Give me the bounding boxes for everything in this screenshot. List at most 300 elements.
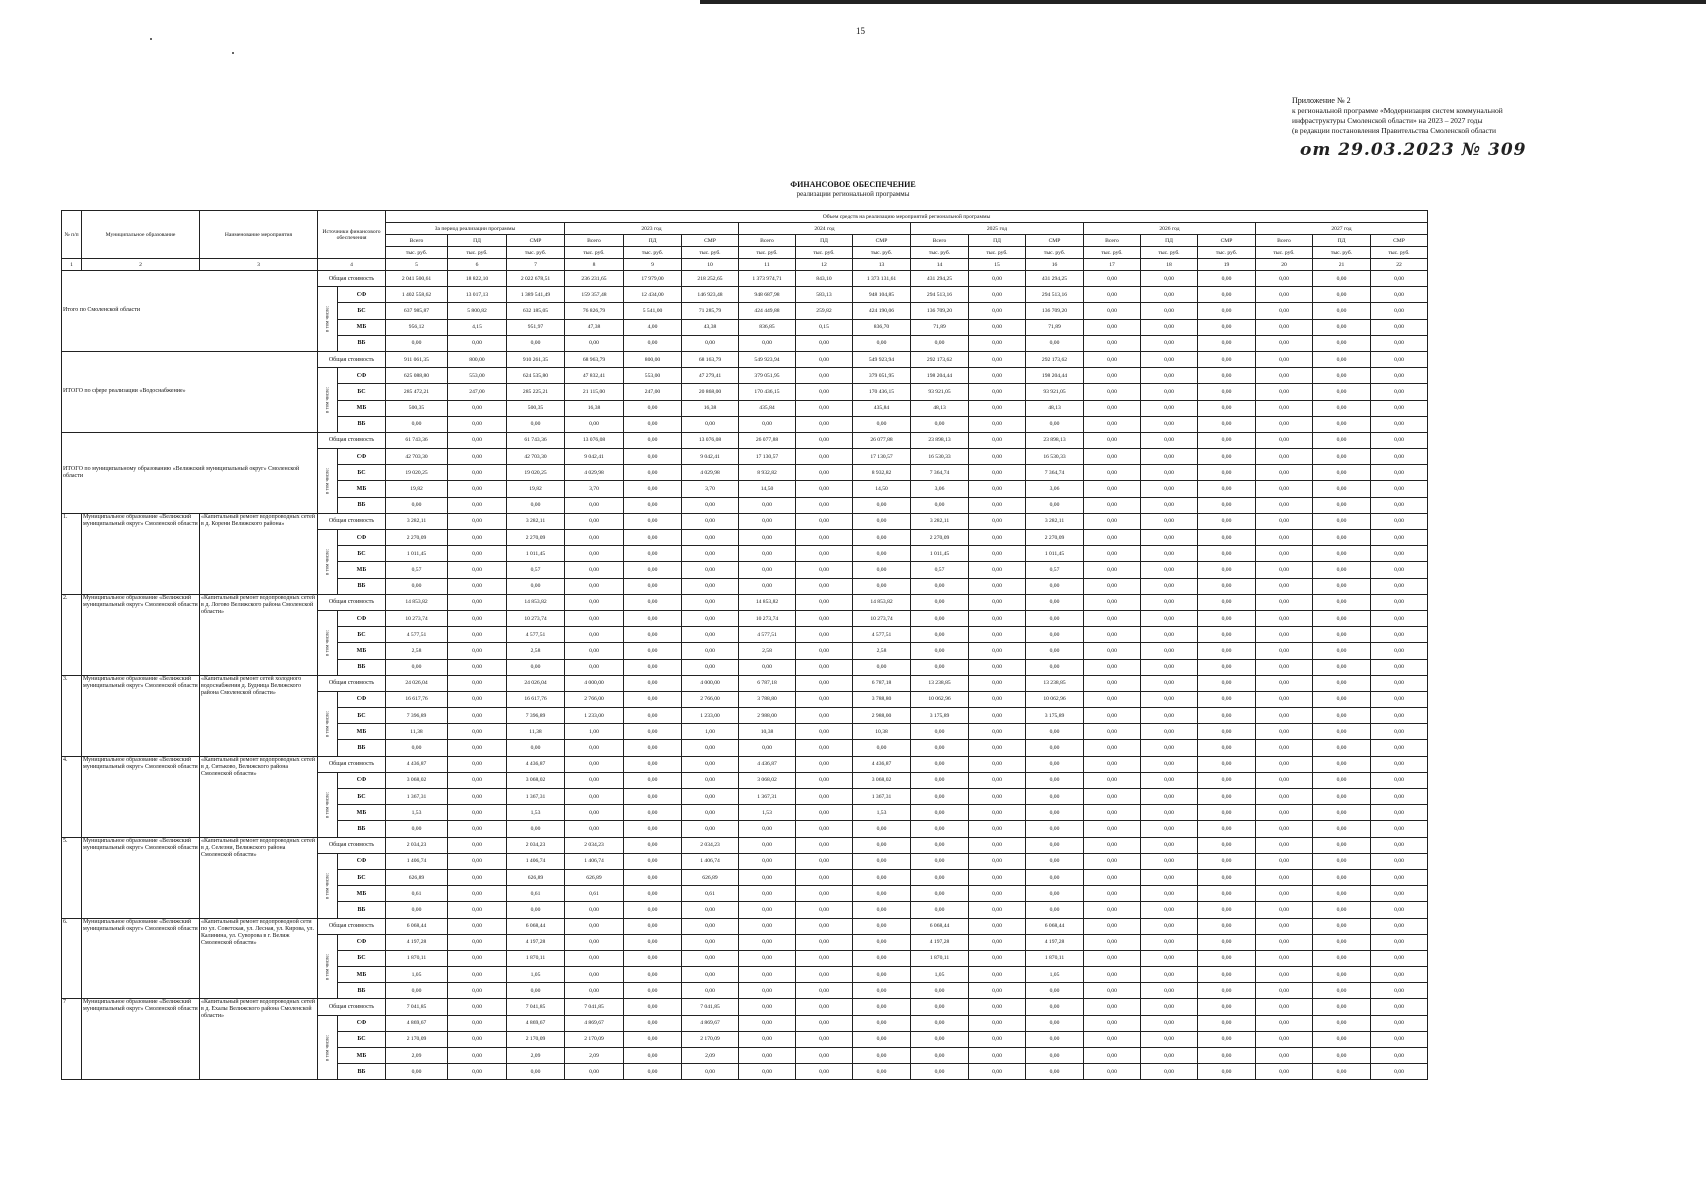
source-label: СФ — [338, 368, 386, 384]
value-cell: 0,00 — [624, 675, 682, 691]
value-cell: 1 233,00 — [682, 708, 739, 724]
header-year: 2024 год — [739, 223, 911, 235]
value-cell: 0,00 — [739, 853, 796, 869]
value-cell: 500,35 — [386, 400, 448, 416]
value-cell: 0,00 — [1141, 740, 1198, 756]
value-cell: 0,00 — [1313, 1015, 1371, 1031]
value-cell: 0,00 — [1198, 594, 1256, 610]
value-cell: 0,00 — [969, 546, 1026, 562]
col-number: 2 — [82, 259, 200, 271]
value-cell: 0,00 — [1141, 1031, 1198, 1047]
value-cell: 0,00 — [1371, 1048, 1428, 1064]
source-label: ВБ — [338, 335, 386, 351]
value-cell: 1 870,11 — [1026, 950, 1084, 966]
source-label: СФ — [338, 610, 386, 626]
value-cell: 0,00 — [969, 691, 1026, 707]
value-cell: 0,00 — [1256, 902, 1313, 918]
table-row — [62, 351, 1428, 367]
value-cell: 71 285,79 — [682, 303, 739, 319]
header-sub: Всего — [386, 235, 448, 247]
value-cell: 0,00 — [911, 837, 969, 853]
value-cell: 0,00 — [1084, 546, 1141, 562]
value-cell: 14,50 — [739, 481, 796, 497]
value-cell: 0,00 — [682, 740, 739, 756]
value-cell: 0,00 — [969, 837, 1026, 853]
col-number: 4 — [318, 259, 386, 271]
value-cell: 7 364,74 — [1026, 465, 1084, 481]
value-cell: 0,00 — [1141, 902, 1198, 918]
source-label: ВБ — [338, 821, 386, 837]
value-cell: 1 402 558,62 — [386, 287, 448, 303]
value-cell: 0,00 — [739, 918, 796, 934]
value-cell: 0,00 — [448, 1048, 507, 1064]
value-cell: 0,00 — [1371, 950, 1428, 966]
value-cell: 0,00 — [1313, 481, 1371, 497]
annex-line: инфраструктуры Смоленской области» на 2023 – 2027 годы — [1292, 116, 1483, 125]
value-cell: 0,00 — [1256, 351, 1313, 367]
value-cell: 0,00 — [448, 432, 507, 448]
value-cell: 0,00 — [1371, 789, 1428, 805]
value-cell: 0,00 — [682, 594, 739, 610]
value-cell: 0,00 — [1371, 886, 1428, 902]
value-cell: 0,00 — [1371, 999, 1428, 1015]
value-cell: 0,00 — [1141, 578, 1198, 594]
value-cell: 0,00 — [796, 967, 853, 983]
value-cell: 9 042,41 — [682, 449, 739, 465]
value-cell: 0,00 — [1313, 384, 1371, 400]
value-cell: 0,00 — [911, 756, 969, 772]
financing-table — [61, 210, 1428, 1080]
value-cell: 0,00 — [853, 546, 911, 562]
value-cell: 0,00 — [739, 1031, 796, 1047]
col-number: 21 — [1313, 259, 1371, 271]
value-cell: 948 687,98 — [739, 287, 796, 303]
value-cell: 17 130,57 — [853, 449, 911, 465]
value-cell: 0,00 — [1256, 303, 1313, 319]
value-cell: 48,13 — [911, 400, 969, 416]
value-cell: 0,00 — [1313, 724, 1371, 740]
value-cell: 0,00 — [448, 627, 507, 643]
value-cell: 0,00 — [565, 416, 624, 432]
value-cell: 0,00 — [1141, 1048, 1198, 1064]
value-cell: 0,00 — [1256, 724, 1313, 740]
value-cell: 0,00 — [1141, 465, 1198, 481]
source-label: БС — [338, 869, 386, 885]
value-cell: 3 788,80 — [853, 691, 911, 707]
incl-label-text: в том числе: — [325, 629, 330, 656]
value-cell: 0,00 — [1371, 351, 1428, 367]
value-cell: 0,00 — [1313, 594, 1371, 610]
value-cell: 0,00 — [969, 303, 1026, 319]
value-cell: 0,00 — [1313, 271, 1371, 287]
value-cell: 3,70 — [682, 481, 739, 497]
activity-name: «Капитальный ремонт водопроводных сетей в д. Логово Велижского района Смоленской области» — [200, 594, 318, 675]
value-cell: 26 077,88 — [739, 432, 796, 448]
value-cell: 0,00 — [565, 610, 624, 626]
value-cell: 626,89 — [386, 869, 448, 885]
value-cell: 0,00 — [796, 432, 853, 448]
value-cell: 0,00 — [624, 918, 682, 934]
header-year: 2026 год — [1084, 223, 1256, 235]
value-cell: 0,00 — [1084, 449, 1141, 465]
value-cell: 0,00 — [739, 1048, 796, 1064]
incl-label — [318, 287, 338, 352]
value-cell: 0,00 — [386, 821, 448, 837]
value-cell: 68 163,79 — [682, 351, 739, 367]
value-cell: 16,38 — [682, 400, 739, 416]
source-label: СФ — [338, 449, 386, 465]
header-year: 2025 год — [911, 223, 1084, 235]
value-cell: 0,00 — [1371, 756, 1428, 772]
value-cell: 0,00 — [1256, 643, 1313, 659]
value-cell: 2,09 — [682, 1048, 739, 1064]
value-cell: 0,00 — [624, 983, 682, 999]
value-cell: 0,00 — [1198, 562, 1256, 578]
header-unit: тыс. руб. — [1313, 247, 1371, 259]
value-cell: 0,00 — [624, 627, 682, 643]
value-cell: 0,00 — [624, 772, 682, 788]
value-cell: 0,00 — [448, 675, 507, 691]
value-cell: 0,00 — [796, 837, 853, 853]
value-cell: 10 062,96 — [1026, 691, 1084, 707]
value-cell: 0,00 — [969, 967, 1026, 983]
value-cell: 0,00 — [448, 724, 507, 740]
value-cell: 71,89 — [1026, 319, 1084, 335]
col-number: 11 — [739, 259, 796, 271]
source-label: БС — [338, 627, 386, 643]
incl-label — [318, 691, 338, 756]
value-cell: 8 932,82 — [853, 465, 911, 481]
value-cell: 0,00 — [1198, 610, 1256, 626]
value-cell: 14 853,82 — [853, 594, 911, 610]
value-cell: 0,00 — [1256, 918, 1313, 934]
scan-speck — [232, 52, 234, 54]
source-label: МБ — [338, 724, 386, 740]
value-cell: 0,00 — [969, 756, 1026, 772]
value-cell: 0,00 — [1198, 708, 1256, 724]
annex-line: Приложение № 2 — [1292, 96, 1351, 105]
total-cost-label: Общая стоимость — [318, 513, 386, 529]
value-cell: 0,00 — [1371, 869, 1428, 885]
value-cell: 0,00 — [796, 594, 853, 610]
value-cell: 3 068,02 — [386, 772, 448, 788]
value-cell: 0,00 — [1198, 934, 1256, 950]
value-cell: 0,00 — [1256, 869, 1313, 885]
value-cell: 3 068,02 — [853, 772, 911, 788]
value-cell: 0,00 — [624, 691, 682, 707]
value-cell: 0,00 — [682, 546, 739, 562]
col-number: 3 — [200, 259, 318, 271]
header-unit: тыс. руб. — [1256, 247, 1313, 259]
value-cell: 0,00 — [1256, 416, 1313, 432]
col-number: 7 — [507, 259, 565, 271]
value-cell: 0,00 — [796, 481, 853, 497]
value-cell: 0,00 — [1198, 675, 1256, 691]
value-cell: 0,00 — [1141, 1015, 1198, 1031]
value-cell: 0,00 — [624, 465, 682, 481]
value-cell: 2 988,00 — [853, 708, 911, 724]
value-cell: 4 197,28 — [386, 934, 448, 950]
value-cell: 0,00 — [1084, 530, 1141, 546]
value-cell: 0,00 — [1371, 384, 1428, 400]
value-cell: 0,00 — [1141, 481, 1198, 497]
value-cell: 0,00 — [565, 902, 624, 918]
value-cell: 0,57 — [1026, 562, 1084, 578]
value-cell: 0,00 — [624, 513, 682, 529]
value-cell: 843,10 — [796, 271, 853, 287]
header-unit: тыс. руб. — [1141, 247, 1198, 259]
value-cell: 0,00 — [969, 740, 1026, 756]
total-cost-label: Общая стоимость — [318, 594, 386, 610]
value-cell: 800,00 — [448, 351, 507, 367]
value-cell: 0,00 — [448, 643, 507, 659]
value-cell: 2 034,23 — [507, 837, 565, 853]
value-cell: 0,00 — [1026, 1064, 1084, 1080]
value-cell: 0,00 — [1313, 303, 1371, 319]
value-cell: 0,00 — [1198, 287, 1256, 303]
value-cell: 0,00 — [624, 837, 682, 853]
header-unit: тыс. руб. — [448, 247, 507, 259]
value-cell: 0,00 — [1313, 1064, 1371, 1080]
source-label: ВБ — [338, 983, 386, 999]
value-cell: 0,00 — [1141, 918, 1198, 934]
value-cell: 0,00 — [1026, 659, 1084, 675]
source-label: ВБ — [338, 659, 386, 675]
value-cell: 0,00 — [911, 821, 969, 837]
municipality-name: Муниципальное образование «Велижский муниципальный округ» Смоленской области — [82, 513, 200, 594]
value-cell: 0,00 — [624, 708, 682, 724]
value-cell: 2 270,09 — [911, 530, 969, 546]
value-cell: 0,00 — [739, 513, 796, 529]
value-cell: 0,00 — [624, 886, 682, 902]
value-cell: 0,00 — [565, 513, 624, 529]
value-cell: 0,00 — [969, 335, 1026, 351]
value-cell: 42 703,30 — [507, 449, 565, 465]
value-cell: 0,00 — [969, 271, 1026, 287]
value-cell: 0,00 — [624, 449, 682, 465]
value-cell: 0,00 — [565, 335, 624, 351]
header-sub: Всего — [565, 235, 624, 247]
value-cell: 0,00 — [1198, 740, 1256, 756]
value-cell: 0,00 — [911, 772, 969, 788]
value-cell: 0,00 — [1084, 691, 1141, 707]
value-cell: 0,00 — [1141, 351, 1198, 367]
value-cell: 0,00 — [796, 821, 853, 837]
value-cell: 0,00 — [624, 902, 682, 918]
value-cell: 0,00 — [739, 967, 796, 983]
value-cell: 0,00 — [448, 934, 507, 950]
value-cell: 0,00 — [1026, 724, 1084, 740]
value-cell: 0,00 — [1141, 319, 1198, 335]
value-cell: 0,00 — [1313, 886, 1371, 902]
value-cell: 2,58 — [507, 643, 565, 659]
value-cell: 0,00 — [969, 918, 1026, 934]
value-cell: 2 170,09 — [386, 1031, 448, 1047]
value-cell: 10 273,74 — [853, 610, 911, 626]
header-unit: тыс. руб. — [1371, 247, 1428, 259]
value-cell: 3 068,02 — [739, 772, 796, 788]
value-cell: 1,05 — [1026, 967, 1084, 983]
table-row — [62, 675, 1428, 691]
value-cell: 0,00 — [969, 432, 1026, 448]
value-cell: 4 029,98 — [682, 465, 739, 481]
value-cell: 0,00 — [1256, 691, 1313, 707]
value-cell: 0,00 — [1141, 675, 1198, 691]
value-cell: 0,00 — [448, 708, 507, 724]
value-cell: 0,00 — [1371, 594, 1428, 610]
value-cell: 4 577,51 — [853, 627, 911, 643]
value-cell: 0,00 — [624, 400, 682, 416]
value-cell: 0,00 — [969, 368, 1026, 384]
value-cell: 0,00 — [624, 950, 682, 966]
value-cell: 0,00 — [1256, 481, 1313, 497]
value-cell: 836,85 — [739, 319, 796, 335]
value-cell: 0,00 — [796, 1064, 853, 1080]
value-cell: 2,09 — [565, 1048, 624, 1064]
value-cell: 0,00 — [796, 740, 853, 756]
value-cell: 0,00 — [565, 918, 624, 934]
value-cell: 0,00 — [1141, 400, 1198, 416]
value-cell: 0,00 — [624, 805, 682, 821]
value-cell: 0,00 — [853, 1031, 911, 1047]
value-cell: 0,00 — [565, 1064, 624, 1080]
value-cell: 0,00 — [1371, 821, 1428, 837]
header-sub: СМР — [682, 235, 739, 247]
value-cell: 0,00 — [1026, 853, 1084, 869]
value-cell: 0,00 — [796, 627, 853, 643]
value-cell: 146 923,48 — [682, 287, 739, 303]
value-cell: 0,00 — [565, 562, 624, 578]
total-cost-label: Общая стоимость — [318, 918, 386, 934]
value-cell: 0,00 — [1084, 999, 1141, 1015]
value-cell: 0,00 — [1256, 627, 1313, 643]
value-cell: 0,00 — [624, 659, 682, 675]
value-cell: 0,00 — [1313, 449, 1371, 465]
value-cell: 10 062,96 — [911, 691, 969, 707]
incl-label — [318, 934, 338, 999]
value-cell: 0,00 — [1256, 821, 1313, 837]
value-cell: 0,00 — [739, 983, 796, 999]
value-cell: 0,00 — [853, 999, 911, 1015]
value-cell: 0,00 — [796, 643, 853, 659]
value-cell: 0,00 — [1256, 1031, 1313, 1047]
value-cell: 0,00 — [682, 627, 739, 643]
activity-name: «Капитальный ремонт водопроводных сетей в д. Селезни, Велижского района Смоленской области» — [200, 837, 318, 918]
value-cell: 0,00 — [1141, 708, 1198, 724]
source-label: МБ — [338, 643, 386, 659]
value-cell: 0,00 — [911, 659, 969, 675]
value-cell: 0,00 — [796, 999, 853, 1015]
value-cell: 0,00 — [1313, 562, 1371, 578]
value-cell: 0,00 — [1313, 902, 1371, 918]
value-cell: 0,00 — [969, 384, 1026, 400]
header-sub: СМР — [1198, 235, 1256, 247]
value-cell: 4 577,51 — [739, 627, 796, 643]
value-cell: 2,58 — [739, 643, 796, 659]
value-cell: 0,15 — [796, 319, 853, 335]
value-cell: 0,00 — [1198, 691, 1256, 707]
value-cell: 0,00 — [1256, 983, 1313, 999]
value-cell: 0,00 — [1371, 918, 1428, 934]
value-cell: 0,00 — [1084, 1015, 1141, 1031]
value-cell: 0,00 — [969, 772, 1026, 788]
col-number: 5 — [386, 259, 448, 271]
value-cell: 0,00 — [624, 1048, 682, 1064]
value-cell: 1 367,31 — [386, 789, 448, 805]
scan-top-edge — [700, 0, 1706, 4]
value-cell: 0,00 — [1198, 643, 1256, 659]
value-cell: 0,00 — [796, 465, 853, 481]
value-cell: 14 853,82 — [507, 594, 565, 610]
value-cell: 0,00 — [969, 869, 1026, 885]
value-cell: 0,00 — [565, 627, 624, 643]
value-cell: 0,00 — [1256, 578, 1313, 594]
value-cell: 0,00 — [1141, 643, 1198, 659]
value-cell: 198 204,44 — [911, 368, 969, 384]
value-cell: 0,00 — [1256, 789, 1313, 805]
value-cell: 0,00 — [624, 578, 682, 594]
value-cell: 0,00 — [1313, 837, 1371, 853]
header-sub: СМР — [1371, 235, 1428, 247]
value-cell: 0,00 — [1141, 983, 1198, 999]
value-cell: 0,00 — [624, 724, 682, 740]
value-cell: 136 709,20 — [911, 303, 969, 319]
value-cell: 0,00 — [911, 610, 969, 626]
value-cell: 68 963,79 — [565, 351, 624, 367]
value-cell: 0,61 — [386, 886, 448, 902]
value-cell: 0,00 — [1141, 1064, 1198, 1080]
value-cell: 0,00 — [911, 1048, 969, 1064]
value-cell: 24 026,04 — [507, 675, 565, 691]
value-cell: 0,00 — [624, 1015, 682, 1031]
value-cell: 13 076,08 — [565, 432, 624, 448]
header-volume: Объем средств на реализацию мероприятий региональной программы — [386, 211, 1428, 223]
value-cell: 3 175,89 — [1026, 708, 1084, 724]
value-cell: 0,00 — [796, 675, 853, 691]
value-cell: 0,00 — [1026, 1015, 1084, 1031]
value-cell: 0,00 — [1371, 934, 1428, 950]
value-cell: 0,00 — [1198, 319, 1256, 335]
value-cell: 0,00 — [1256, 675, 1313, 691]
value-cell: 13 076,08 — [682, 432, 739, 448]
value-cell: 198 204,44 — [1026, 368, 1084, 384]
value-cell: 3 788,80 — [739, 691, 796, 707]
table-row — [62, 271, 1428, 287]
header-unit: тыс. руб. — [969, 247, 1026, 259]
value-cell: 0,00 — [1084, 918, 1141, 934]
value-cell: 0,00 — [1026, 578, 1084, 594]
value-cell: 0,00 — [682, 789, 739, 805]
value-cell: 0,00 — [1198, 530, 1256, 546]
value-cell: 0,00 — [1371, 837, 1428, 853]
value-cell: 0,00 — [1026, 335, 1084, 351]
value-cell: 4 869,67 — [565, 1015, 624, 1031]
col-number: 6 — [448, 259, 507, 271]
value-cell: 0,00 — [1084, 481, 1141, 497]
value-cell: 0,00 — [1256, 287, 1313, 303]
value-cell: 0,00 — [682, 1064, 739, 1080]
value-cell: 0,00 — [448, 869, 507, 885]
header-sub: СМР — [1026, 235, 1084, 247]
value-cell: 16 617,76 — [386, 691, 448, 707]
source-label: СФ — [338, 772, 386, 788]
value-cell: 0,00 — [1084, 1048, 1141, 1064]
header-sub: СМР — [853, 235, 911, 247]
source-label: БС — [338, 465, 386, 481]
col-number: 22 — [1371, 259, 1428, 271]
value-cell: 0,00 — [682, 918, 739, 934]
value-cell: 0,00 — [1198, 1015, 1256, 1031]
